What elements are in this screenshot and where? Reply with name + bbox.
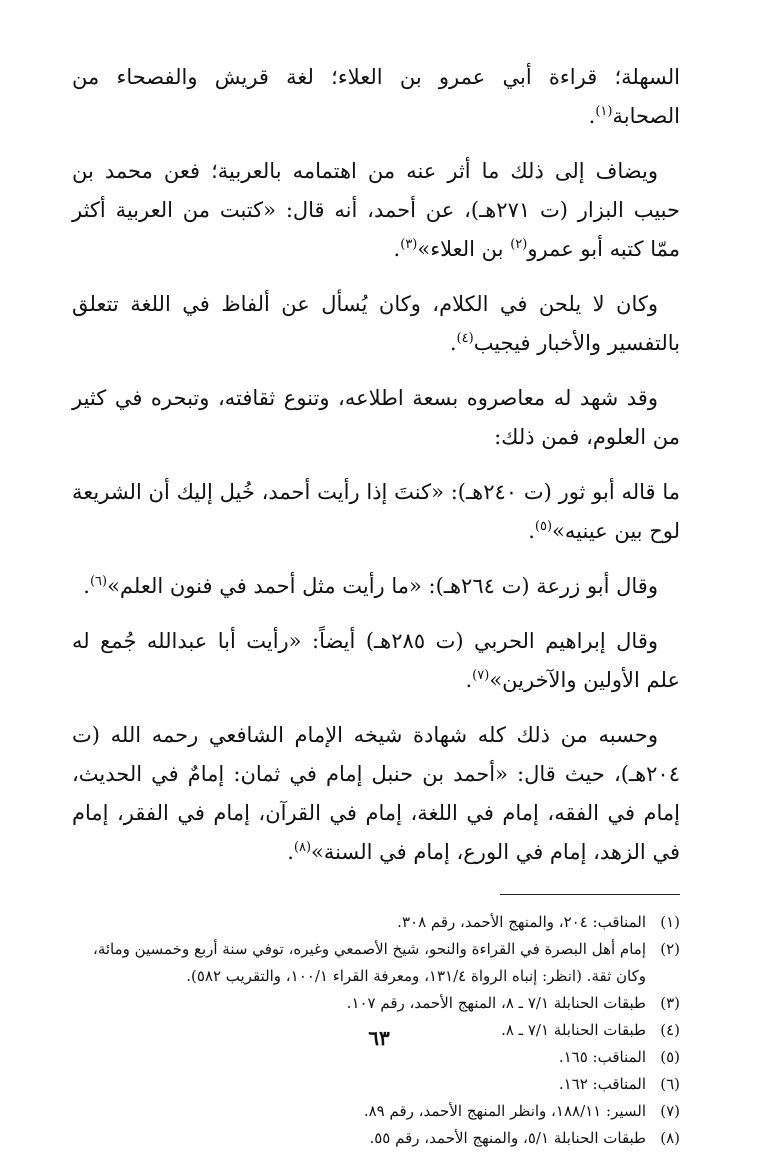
- paragraph-text-continued: بن العلاء»: [417, 237, 511, 261]
- paragraph-end: .: [393, 237, 401, 261]
- paragraph: [72, 716, 680, 872]
- paragraph: [72, 622, 680, 700]
- paragraph-text: وكان لا يلحن في الكلام، وكان يُسأل عن ألفاظ في اللغة تتعلق بالتفسير والأخبار فيجيب: [72, 292, 680, 355]
- footnote-text: طبقات الحنابلة ٧/١ ـ ٨.: [501, 1021, 646, 1039]
- paragraph: [72, 473, 680, 551]
- paragraph-text: وقال إبراهيم الحربي (ت ٢٨٥هـ) أيضاً: «رأيت أبا عبدالله جُمع له علم الأولين والآخرين»: [72, 629, 680, 692]
- paragraph-text: ما قاله أبو ثور (ت ٢٤٠هـ): «كنتَ إذا رأيت أحمد، خُيل إليك أن الشريعة لوح بين عينيه»: [72, 480, 680, 543]
- paragraph-text: وقال أبو زرعة (ت ٢٦٤هـ): «ما رأيت مثل أحمد في فنون العلم»: [107, 574, 658, 598]
- paragraph: [72, 58, 680, 136]
- footnote-ref: (٨): [293, 840, 312, 855]
- paragraph: [72, 152, 680, 269]
- paragraph-end: .: [465, 668, 473, 692]
- footnote-ref: (٢): [510, 237, 528, 252]
- footnote-number: (٦): [660, 1075, 680, 1093]
- footnote-number: (٧): [660, 1102, 680, 1120]
- footnote-ref: (٦): [89, 574, 108, 589]
- footnote-ref: (٧): [472, 668, 490, 683]
- paragraph-text: وقد شهد له معاصروه بسعة اطلاعه، وتنوع ثقافته، وتبحره في كثير من العلوم، فمن ذلك:: [72, 386, 680, 449]
- footnote-text: المناقب: ١٦٢.: [558, 1075, 646, 1093]
- paragraph: [72, 379, 680, 457]
- main-text: [72, 58, 680, 872]
- footnote-ref: (١): [595, 104, 613, 119]
- paragraph-end: .: [588, 104, 596, 128]
- footnote-text: طبقات الحنابلة ٧/١ ـ ٨، المنهج الأحمد، رقم ١٠٧.: [346, 994, 646, 1012]
- footnote-number: (٨): [660, 1129, 680, 1147]
- paragraph-text: ويضاف إلى ذلك ما أثر عنه من اهتمامه بالعربية؛ فعن محمد بن حبيب البزار (ت ٢٧١هـ)، عن أحمد، أنه قال: «كتبت من العربية أكثر ممّا كتبه أبو عمرو: [72, 159, 680, 261]
- footnote-number: (٤): [660, 1021, 680, 1039]
- footnote-number: (١): [660, 913, 680, 931]
- page-content: [72, 58, 680, 1152]
- footnote-ref: (٣): [400, 237, 418, 252]
- paragraph-text: السهلة؛ قراءة أبي عمرو بن العلاء؛ لغة قريش والفصحاء من الصحابة: [72, 65, 680, 128]
- footnote-text: المناقب: ١٦٥.: [558, 1048, 646, 1066]
- footnote-number: (٢): [660, 940, 680, 958]
- footnote-number: (٥): [660, 1048, 680, 1066]
- page-number: ٦٣: [368, 1026, 390, 1050]
- footnote-number: (٣): [660, 994, 680, 1012]
- footnote: [72, 1071, 680, 1098]
- paragraph-end: .: [287, 840, 294, 864]
- footnote: [72, 909, 680, 936]
- footnote-text: طبقات الحنابلة ٥/١، والمنهج الأحمد، رقم ٥٥.: [369, 1129, 646, 1147]
- paragraph: [72, 285, 680, 363]
- footnote-ref: (٥): [534, 519, 553, 534]
- paragraph: [72, 567, 680, 606]
- footnote-text: السير: ١٨٨/١١، وانظر المنهج الأحمد، رقم ٨٩.: [363, 1102, 646, 1120]
- footnote-text: إمام أهل البصرة في القراءة والنحو، شيخ الأصمعي وغيره، توفي سنة أربع وخمسين ومائة، وكان ثقة. (انظر: إنباه الرواة ١٣١/٤، ومعرفة القراء ١٠٠/١، والتقريب ٥٨٢).: [93, 940, 646, 985]
- footnote: [72, 990, 680, 1017]
- footnote-text: المناقب: ٢٠٤، والمنهج الأحمد، رقم ٣٠٨.: [397, 913, 646, 931]
- footnote-separator: [500, 894, 680, 895]
- footnote: [72, 1125, 680, 1152]
- footnote-ref: (٤): [456, 331, 474, 346]
- paragraph-end: .: [528, 519, 535, 543]
- paragraph-end: .: [449, 331, 457, 355]
- paragraph-text: وحسبه من ذلك كله شهادة شيخه الإمام الشافعي رحمه الله (ت ٢٠٤هـ)، حيث قال: «أحمد بن حنبل إمام في ثمان: إمامٌ في الحديث، إمام في الفقه، إمام في اللغة، إمام في القرآن، إمام في الفقر، إمام في الزهد، إمام في الورع، إمام في السنة»: [72, 723, 680, 864]
- paragraph-end: .: [83, 574, 90, 598]
- footnote: [72, 936, 680, 990]
